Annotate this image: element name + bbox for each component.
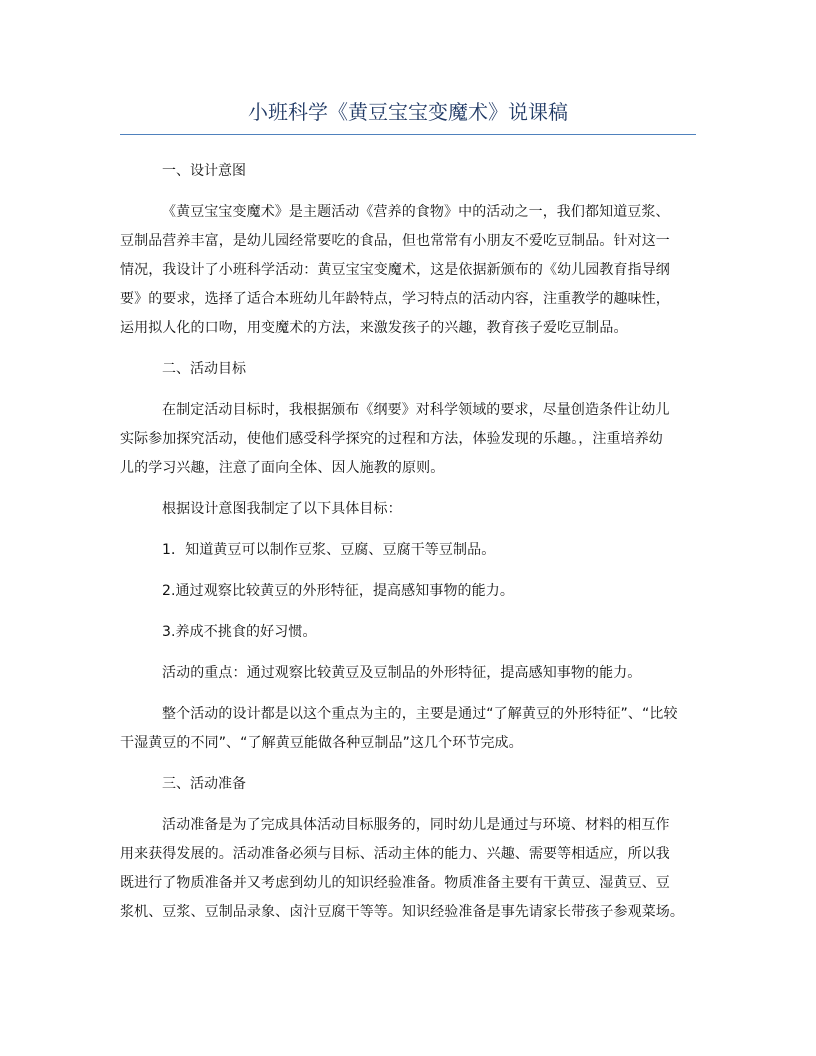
- paragraph-line: 1．知道黄豆可以制作豆浆、豆腐、豆腐干等豆制品。: [162, 542, 496, 558]
- section-heading: 三、活动准备: [162, 776, 246, 792]
- title-underline: [120, 134, 696, 135]
- paragraph-line: 整个活动的设计都是以这个重点为主的，主要是通过“了解黄豆的外形特征”、“比较: [162, 706, 678, 722]
- paragraph-line: 根据设计意图我制定了以下具体目标：: [162, 501, 402, 517]
- document-body: [120, 157, 696, 939]
- paragraph-line: 2.通过观察比较黄豆的外形特征，提高感知事物的能力。: [162, 583, 514, 599]
- section-heading: 一、设计意图: [162, 163, 246, 179]
- document-title: 小班科学《黄豆宝宝变魔术》说课稿: [248, 100, 568, 124]
- paragraph: [120, 577, 696, 606]
- paragraph-line: 浆机、豆浆、豆制品录象、卤汁豆腐干等等。知识经验准备是事先请家长带孩子参观菜场。: [120, 904, 684, 920]
- paragraph-line: 运用拟人化的口吻，用变魔术的方法，来激发孩子的兴趣，教育孩子爱吃豆制品。: [120, 320, 628, 336]
- paragraph-line: 实际参加探究活动，使他们感受科学探究的过程和方法，体验发现的乐趣。，注重培养幼: [120, 431, 663, 447]
- paragraph-line: 情况，我设计了小班科学活动：黄豆宝宝变魔术，这是依据新颁布的《幼儿园教育指导纲: [120, 262, 670, 278]
- paragraph-line: 3.养成不挑食的好习惯。: [162, 624, 317, 640]
- paragraph-line: 干湿黄豆的不同”、“了解黄豆能做各种豆制品”这几个环节完成。: [120, 735, 523, 751]
- paragraph-line: 活动的重点：通过观察比较黄豆及豆制品的外形特征，提高感知事物的能力。: [162, 665, 642, 681]
- paragraph: [120, 700, 696, 758]
- paragraph-line: 既进行了物质准备并又考虑到幼儿的知识经验准备。物质准备主要有干黄豆、湿黄豆、豆: [120, 875, 670, 891]
- paragraph-line: 用来获得发展的。活动准备必须与目标、活动主体的能力、兴趣、需要等相适应，所以我: [120, 846, 670, 862]
- paragraph-line: 要》的要求，选择了适合本班幼儿年龄特点，学习特点的活动内容，注重教学的趣味性，: [120, 291, 670, 307]
- paragraph: [120, 659, 696, 688]
- paragraph: [120, 536, 696, 565]
- paragraph-line: 豆制品营养丰富，是幼儿园经常要吃的食品，但也常常有小朋友不爱吃豆制品。针对这一: [120, 233, 670, 249]
- section-heading: 二、活动目标: [162, 361, 246, 377]
- paragraph-line: 活动准备是为了完成具体活动目标服务的，同时幼儿是通过与环境、材料的相互作: [162, 817, 670, 833]
- paragraph: [120, 495, 696, 524]
- paragraph-line: 儿的学习兴趣，注意了面向全体、因人施教的原则。: [120, 460, 445, 476]
- paragraph: [120, 396, 696, 483]
- paragraph-line: 《黄豆宝宝变魔术》是主题活动《营养的食物》中的活动之一，我们都知道豆浆、: [162, 204, 670, 220]
- paragraph: [120, 618, 696, 647]
- paragraph: [120, 811, 696, 927]
- paragraph: [120, 198, 696, 343]
- paragraph-line: 在制定活动目标时，我根据颁布《纲要》对科学领域的要求，尽量创造条件让幼儿: [162, 402, 670, 418]
